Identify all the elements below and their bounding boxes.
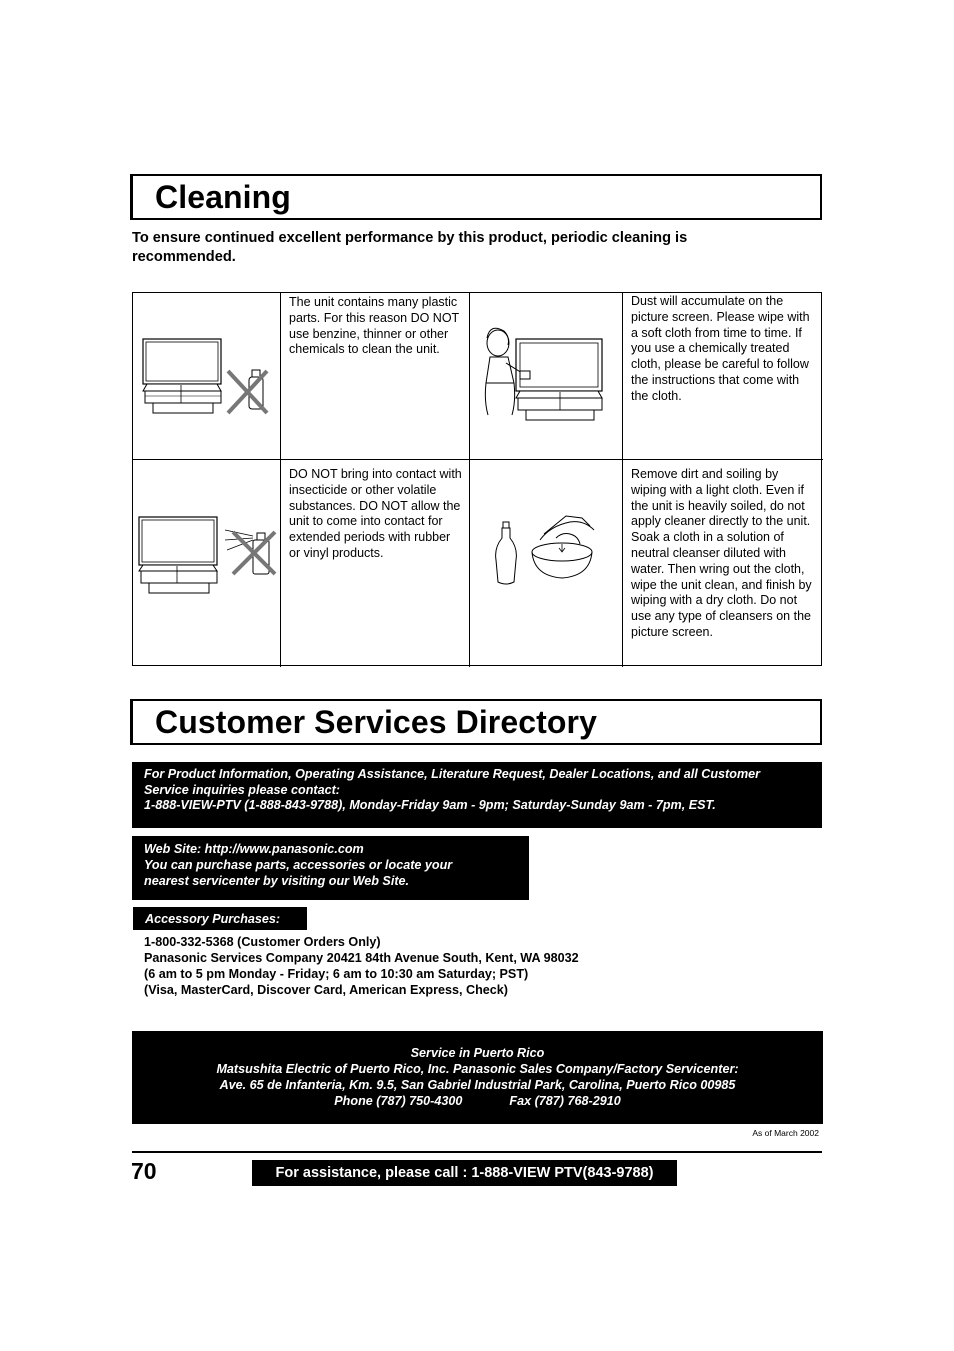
- website-box: [132, 836, 529, 900]
- info-line: Service inquiries please contact:: [144, 782, 340, 797]
- accessory-line: 1-800-332-5368 (Customer Orders Only): [144, 935, 381, 949]
- puerto-rico-phone: Phone (787) 750-4300: [334, 1094, 463, 1108]
- illustration-cell-no-chemicals: [133, 293, 281, 460]
- cleaning-intro: To ensure continued excellent performance by this product, periodic cleaning is recommended.: [132, 230, 688, 265]
- text-cell-wring-cloth: [623, 460, 823, 667]
- cleaning-title: Cleaning: [155, 179, 291, 215]
- accessory-label-box: [133, 907, 307, 930]
- assistance-banner: [252, 1160, 677, 1186]
- accessory-line: (Visa, MasterCard, Discover Card, American Express, Check): [144, 983, 508, 997]
- illustration-cell-no-insecticide: [133, 460, 281, 667]
- accessory-label: Accessory Purchases:: [145, 912, 281, 926]
- accessory-line: (6 am to 5 pm Monday - Friday; 6 am to 10:30 am Saturday; PST): [144, 967, 529, 981]
- page-number: 70: [131, 1158, 157, 1184]
- assistance-text: For assistance, please call : 1-888-VIEW PTV(843-9788): [275, 1165, 654, 1181]
- website-note: You can purchase parts, accessories or locate your: [144, 857, 453, 872]
- puerto-rico-line: Ave. 65 de Infanteria, Km. 9.5, San Gabriel Industrial Park, Carolina, Puerto Rico 00985: [219, 1078, 736, 1092]
- product-info-box: [132, 762, 822, 828]
- footer-divider: [132, 1151, 822, 1153]
- cleaning-section-header: [130, 174, 822, 220]
- cleaning-note-chemicals: The unit contains many plastic parts. For this reason DO NOT use benzine, thinner or other chemicals to clean the unit.: [289, 295, 459, 357]
- info-line: For Product Information, Operating Assistance, Literature Request, Dealer Locations, and all Customer: [144, 767, 761, 781]
- cleaning-table: [132, 292, 822, 666]
- text-cell-wipe-screen: [623, 293, 823, 460]
- puerto-rico-fax: Fax (787) 768-2910: [509, 1094, 621, 1108]
- woman-wiping-screen-illustration: [470, 293, 623, 460]
- directory-title: Customer Services Directory: [155, 704, 598, 740]
- puerto-rico-service-box: [132, 1031, 823, 1124]
- illustration-cell-wipe-screen: [470, 293, 623, 460]
- tv-no-chemicals-illustration: [133, 293, 281, 460]
- cleaning-note-dirt: Remove dirt and soiling by wiping with a light cloth. Even if the unit is heavily soiled, do not apply cleaner directly to the unit. Soak a cloth in a solution of neutral cleanser diluted with water. Then wring out the cloth, wipe the unit clean, and finish by wiping with a dry cloth. Do not use any type of cleansers on the picture screen.: [631, 467, 812, 639]
- accessory-details: [144, 934, 579, 998]
- puerto-rico-line: Matsushita Electric of Puerto Rico, Inc. Panasonic Sales Company/Factory Servicenter:: [216, 1062, 739, 1076]
- cleaning-note-insecticide: DO NOT bring into contact with insecticide or other volatile substances. DO NOT allow the unit to come into contact for extended periods with rubber or vinyl products.: [289, 467, 462, 560]
- accessory-line: Panasonic Services Company 20421 84th Avenue South, Kent, WA 98032: [144, 951, 579, 965]
- directory-section-header: [130, 699, 822, 745]
- text-cell-no-insecticide: [281, 460, 470, 667]
- cleanser-basin-illustration: [470, 460, 623, 667]
- as-of-date: As of March 2002: [752, 1128, 819, 1138]
- tv-no-spray-illustration: [133, 460, 281, 667]
- puerto-rico-contact: [132, 1093, 823, 1109]
- illustration-cell-wring-cloth: [470, 460, 623, 667]
- puerto-rico-title: Service in Puerto Rico: [410, 1046, 545, 1060]
- website-note: nearest servicenter by visiting our Web Site.: [144, 873, 410, 888]
- info-phone-line: 1-888-VIEW-PTV (1-888-843-9788), Monday-Friday 9am - 9pm; Saturday-Sunday 9am - 7pm, EST.: [144, 798, 716, 813]
- cleaning-note-dust: Dust will accumulate on the picture screen. Please wipe with a soft cloth from time to time. If you use a chemically treated cloth, please be careful to follow the instructions that come with the cloth.: [631, 294, 810, 403]
- text-cell-no-chemicals: [281, 293, 470, 460]
- website-line: Web Site: http://www.panasonic.com: [144, 842, 364, 856]
